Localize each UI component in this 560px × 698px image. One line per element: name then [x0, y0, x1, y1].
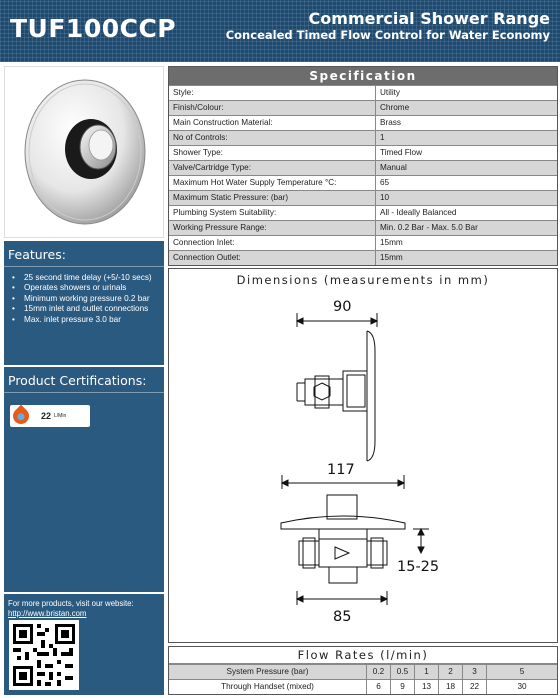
spec-key: No of Controls:: [169, 131, 376, 145]
spec-value: Utility: [376, 86, 557, 100]
dim-label-top: 90: [333, 299, 352, 315]
spec-key: Shower Type:: [169, 146, 376, 160]
spec-value: 10: [376, 191, 557, 205]
feature-item: • Operates showers or urinals: [10, 283, 158, 292]
feature-item: • Max. inlet pressure 3.0 bar: [10, 315, 158, 324]
feature-item: • 25 second time delay (+5/-10 secs): [10, 273, 158, 282]
feature-item: • Minimum working pressure 0.2 bar: [10, 294, 158, 303]
spec-key: Finish/Colour:: [169, 101, 376, 115]
dimension-drawing: [169, 291, 557, 641]
dimensions-panel: [168, 268, 558, 643]
spec-key: Plumbing System Suitability:: [169, 206, 376, 220]
spec-row: [169, 220, 557, 235]
feature-item: • 15mm inlet and outlet connections: [10, 304, 158, 313]
pressure-value: 5: [487, 665, 557, 679]
pressure-row-label: System Pressure (bar): [169, 665, 367, 679]
handset-value: 18: [439, 680, 463, 694]
flow-rate-unit: L/Min: [54, 413, 67, 419]
handset-row-label: Through Handset (mixed): [169, 680, 367, 694]
spec-value: Timed Flow: [376, 146, 557, 160]
certifications-panel: [4, 367, 164, 592]
flow-rate-value: 22: [41, 411, 52, 421]
model-code: TUF100CCP: [10, 14, 177, 43]
pressure-value: 3: [463, 665, 487, 679]
spec-row: [169, 160, 557, 175]
pressure-value: 0.5: [391, 665, 415, 679]
spec-value: 15mm: [376, 236, 557, 250]
range-subtitle: Concealed Timed Flow Control for Water Economy: [225, 28, 550, 42]
pressure-row: [169, 664, 557, 679]
spec-value: 1: [376, 131, 557, 145]
range-title: Commercial Shower Range: [308, 9, 550, 28]
flow-rates-heading: Flow Rates (l/min): [169, 647, 557, 664]
features-heading: Features:: [4, 241, 164, 267]
spec-key: Working Pressure Range:: [169, 221, 376, 235]
spec-value: 15mm: [376, 251, 557, 265]
handset-value: 6: [367, 680, 391, 694]
water-drop-icon: [10, 405, 33, 428]
handset-value: 22: [463, 680, 487, 694]
handset-value: 30: [517, 682, 527, 691]
header-banner: [0, 0, 560, 62]
spec-row: [169, 130, 557, 145]
dimensions-heading: Dimensions (measurements in mm): [236, 273, 490, 287]
spec-key: Connection Outlet:: [169, 251, 376, 265]
spec-row: [169, 250, 557, 265]
spec-key: Maximum Hot Water Supply Temperature °C:: [169, 176, 376, 190]
spec-row: [169, 115, 557, 130]
pressure-value: 2: [439, 665, 463, 679]
dim-label-offset: 15-25: [397, 559, 440, 575]
features-panel: [4, 241, 164, 365]
dim-label-mid: 117: [327, 462, 355, 478]
spec-value: Chrome: [376, 101, 557, 115]
shower-control-illustration: [5, 67, 163, 237]
certifications-heading: Product Certifications:: [4, 367, 164, 393]
qr-code: [9, 620, 79, 690]
specification-heading: Specification: [169, 67, 557, 85]
website-link[interactable]: http://www.bristan.com: [8, 609, 87, 618]
pressure-value: 0.2: [367, 665, 391, 679]
handset-row: [169, 679, 557, 694]
flow-rates-table: [168, 646, 558, 695]
spec-value: Min. 0.2 Bar - Max. 5.0 Bar: [376, 221, 557, 235]
spec-value: All - Ideally Balanced: [376, 206, 557, 220]
specification-table: [168, 66, 558, 266]
spec-value: 65: [376, 176, 557, 190]
spec-row: [169, 85, 557, 100]
product-photo: [4, 66, 164, 238]
spec-key: Connection Inlet:: [169, 236, 376, 250]
features-list: [4, 273, 164, 324]
flow-rate-badge: [10, 405, 90, 427]
pressure-value: 1: [415, 665, 439, 679]
spec-key: Maximum Static Pressure: (bar): [169, 191, 376, 205]
more-products-panel: [4, 594, 164, 695]
spec-key: Main Construction Material:: [169, 116, 376, 130]
qr-code-graphic: [9, 620, 79, 690]
spec-row: [169, 235, 557, 250]
spec-value: Manual: [376, 161, 557, 175]
spec-row: [169, 205, 557, 220]
handset-value: 13: [415, 680, 439, 694]
spec-row: [169, 175, 557, 190]
spec-key: Valve/Cartridge Type:: [169, 161, 376, 175]
more-products-text: For more products, visit our website:: [8, 599, 134, 608]
spec-value: Brass: [376, 116, 557, 130]
spec-row: [169, 145, 557, 160]
spec-key: Style:: [169, 86, 376, 100]
spec-row: [169, 190, 557, 205]
dim-label-bottom: 85: [333, 609, 352, 625]
handset-value: 9: [391, 680, 415, 694]
spec-row: [169, 100, 557, 115]
